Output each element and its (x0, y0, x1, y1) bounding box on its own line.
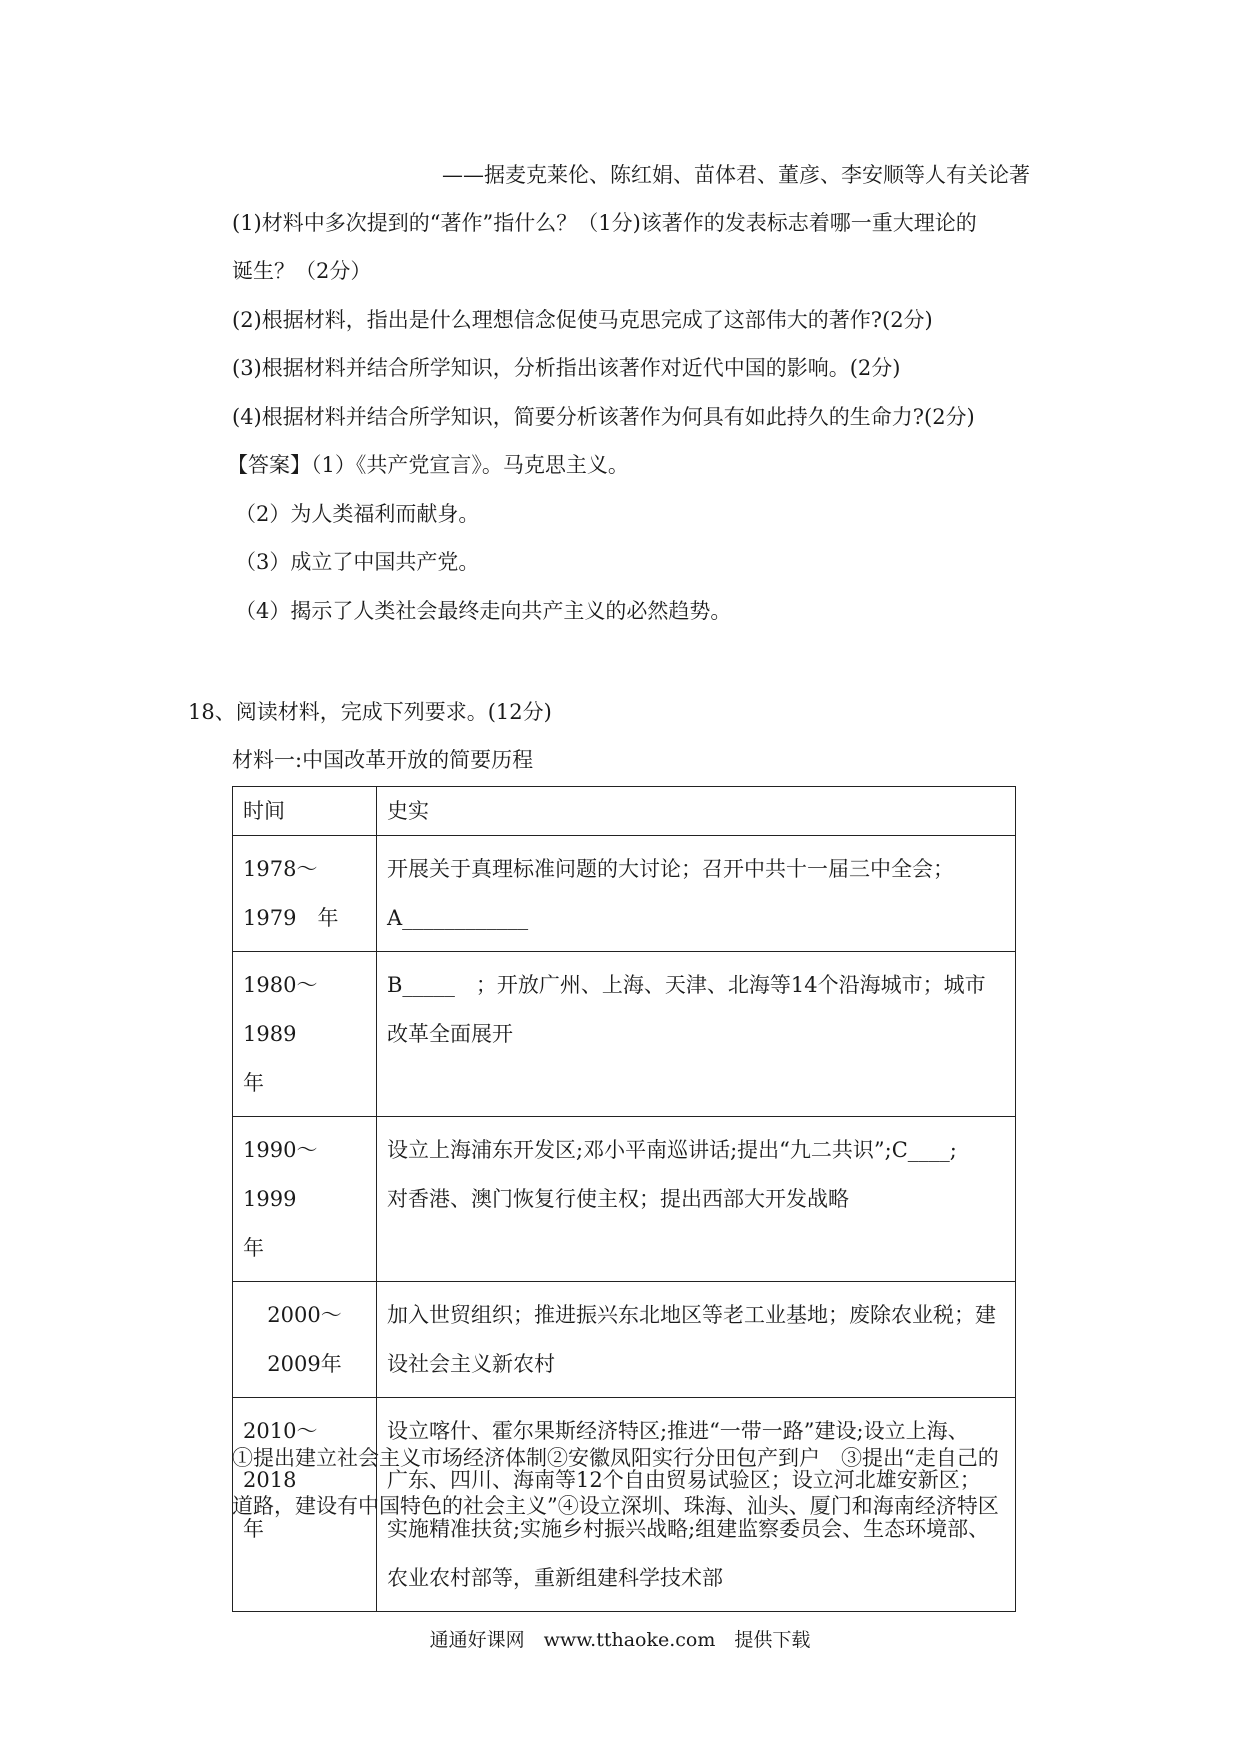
period-cell: 2000～ 2009年 (233, 1282, 377, 1398)
reform-history-table (232, 786, 1016, 1612)
header-time: 时间 (233, 787, 377, 836)
question-1-line-2: 诞生？（2分） (232, 259, 372, 283)
answer-1: 【答案】（1）《共产党宣言》。马克思主义。 (227, 453, 629, 477)
table-row (233, 836, 1016, 952)
period-cell: 1990～1999 年 (233, 1117, 377, 1282)
answer-4: （4）揭示了人类社会最终走向共产主义的必然趋势。 (235, 599, 732, 623)
answer-3: （3）成立了中国共产党。 (235, 550, 480, 574)
question-2: (2)根据材料，指出是什么理想信念促使马克思完成了这部伟大的著作?(2分) (232, 308, 933, 332)
question-18-title: 18、阅读材料，完成下列要求。(12分) (188, 700, 552, 724)
facts-cell: 设立喀什、霍尔果斯经济特区;推进“一带一路”建设;设立上海、 广东、四川、海南等12个自由贸易试验区；设立河北雄安新区； 实施精准扶贫;实施乡村振兴战略;组建监察委员会、生态环境部、 农业农村部等，重新组建科学技术部 (377, 1398, 1016, 1612)
header-facts: 史实 (377, 787, 1016, 836)
table-row (233, 1117, 1016, 1282)
table-row (233, 1282, 1016, 1398)
source-citation: ——据麦克莱伦、陈红娟、苗体君、董彦、李安顺等人有关论著 (442, 163, 1030, 187)
facts-cell: 设立上海浦东开发区;邓小平南巡讲话;提出“九二共识”;C____; 对香港、澳门恢复行使主权；提出西部大开发战略 (377, 1117, 1016, 1282)
facts-cell: 加入世贸组织；推进振兴东北地区等老工业基地；废除农业税；建 设社会主义新农村 (377, 1282, 1016, 1398)
period-cell: 1980～1989 年 (233, 952, 377, 1117)
options-line-1: ①提出建立社会主义市场经济体制②安徽凤阳实行分田包产到户 ③提出“走自己的 (232, 1446, 999, 1470)
question-4: (4)根据材料并结合所学知识，简要分析该著作为何具有如此持久的生命力?(2分) (232, 405, 975, 429)
facts-cell: B_____ ；开放广州、上海、天津、北海等14个沿海城市；城市 改革全面展开 (377, 952, 1016, 1117)
period-cell: 2010～2018 年 (233, 1398, 377, 1612)
period-cell: 1978～ 1979 年 (233, 836, 377, 952)
material-1-title: 材料一:中国改革开放的简要历程 (232, 748, 534, 772)
page-footer: 通通好课网 www.tthaoke.com 提供下载 (429, 1629, 811, 1651)
question-3: (3)根据材料并结合所学知识，分析指出该著作对近代中国的影响。(2分) (232, 356, 901, 380)
table-header-row (233, 787, 1016, 836)
question-1-line-1: (1)材料中多次提到的“著作”指什么？（1分)该著作的发表标志着哪一重大理论的 (232, 211, 977, 235)
options-line-2: 道路，建设有中国特色的社会主义”④设立深圳、珠海、汕头、厦门和海南经济特区 (232, 1494, 999, 1518)
facts-cell: 开展关于真理标准问题的大讨论；召开中共十一届三中全会； A____________ (377, 836, 1016, 952)
table-row (233, 952, 1016, 1117)
answer-2: （2）为人类福利而献身。 (235, 502, 480, 526)
